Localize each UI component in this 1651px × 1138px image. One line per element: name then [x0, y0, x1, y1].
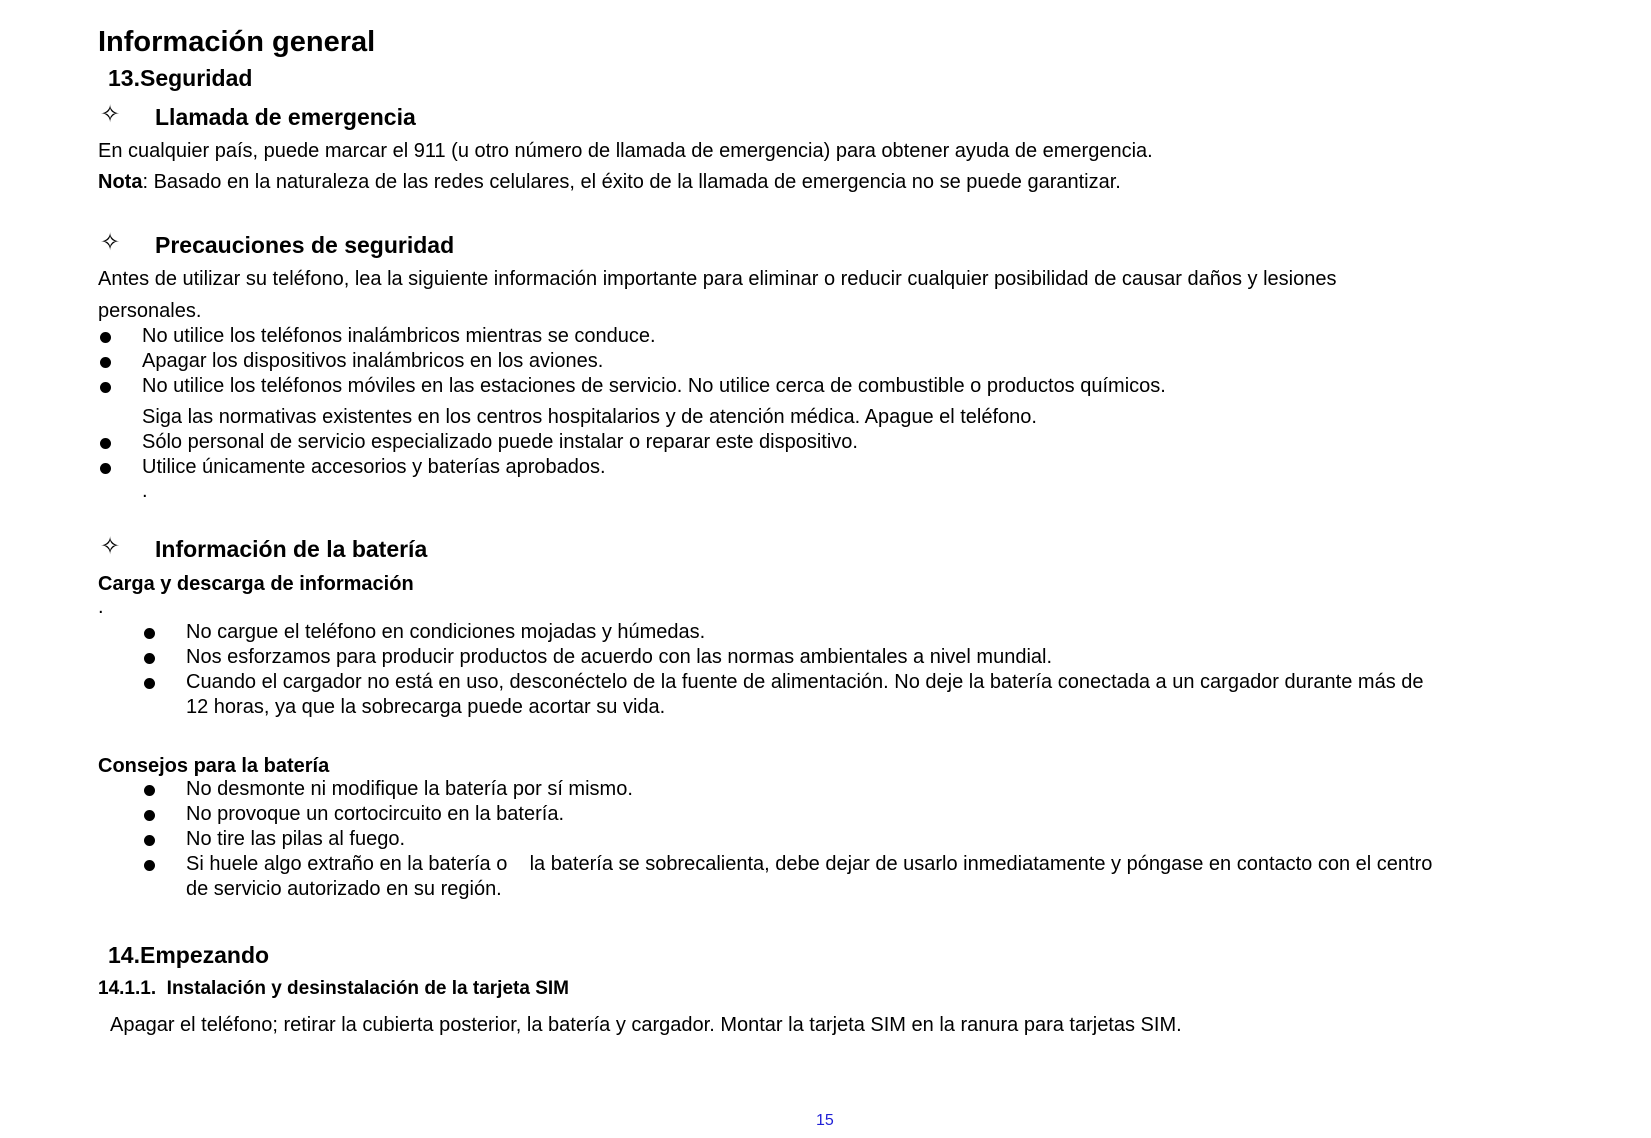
precautions-intro-line2: personales.	[98, 300, 202, 322]
emergency-text: En cualquier país, puede marcar el 911 (u otro número de llamada de emergencia) para obtener ayuda de emergencia.	[98, 140, 1153, 162]
four-point-star-icon: ✧	[100, 533, 121, 560]
list-item: Sólo personal de servicio especializado puede instalar o reparar este dispositivo.	[142, 431, 858, 453]
list-item: Nos esforzamos para producir productos de acuerdo con las normas ambientales a nivel mundial.	[186, 646, 1053, 668]
subsection-title: Instalación y desinstalación de la tarjeta SIM	[166, 978, 569, 999]
bullet-icon	[100, 357, 111, 368]
section-14-heading: 14.Empezando	[108, 942, 270, 968]
four-point-star-icon: ✧	[100, 101, 121, 128]
list-item: No utilice los teléfonos móviles en las estaciones de servicio. No utilice cerca de combustible o productos químicos.	[142, 375, 1166, 397]
list-item-continuation: 12 horas, ya que la sobrecarga puede acortar su vida.	[186, 696, 666, 718]
bullet-icon	[100, 438, 111, 449]
bullet-icon	[100, 382, 111, 393]
bullet-icon	[100, 463, 111, 474]
list-item-continuation: Siga las normativas existentes en los centros hospitalarios y de atención médica. Apague el teléfono.	[142, 406, 1037, 428]
subsection-number: 14.1.1.	[98, 978, 157, 999]
list-item: Apagar los dispositivos inalámbricos en los aviones.	[142, 350, 604, 372]
safety-precautions-heading: Precauciones de seguridad	[155, 232, 455, 258]
bullet-icon	[144, 810, 155, 821]
list-item: No provoque un cortocircuito en la batería.	[186, 803, 564, 825]
list-item: Si huele algo extraño en la batería o la batería se sobrecalienta, debe dejar de usarlo inmediatamente y póngase en contacto con el centro	[186, 853, 1433, 875]
charge-dot: .	[98, 596, 104, 618]
list-item: No tire las pilas al fuego.	[186, 828, 406, 850]
list-item-continuation: de servicio autorizado en su región.	[186, 878, 502, 900]
battery-info-heading: Información de la batería	[155, 536, 428, 562]
note-text: : Basado en la naturaleza de las redes celulares, el éxito de la llamada de emergencia no se puede garantizar.	[142, 171, 1121, 193]
list-item: Utilice únicamente accesorios y baterías aprobados.	[142, 456, 606, 478]
list-item-dot: .	[142, 480, 148, 502]
list-item: No utilice los teléfonos inalámbricos mientras se conduce.	[142, 325, 656, 347]
bullet-icon	[144, 678, 155, 689]
subsection-heading	[98, 978, 569, 1000]
emergency-note	[98, 171, 1121, 194]
charge-discharge-heading: Carga y descarga de información	[98, 573, 414, 595]
four-point-star-icon: ✧	[100, 229, 121, 256]
emergency-call-heading: Llamada de emergencia	[155, 104, 416, 130]
bullet-icon	[144, 628, 155, 639]
sim-install-text: Apagar el teléfono; retirar la cubierta posterior, la batería y cargador. Montar la tarjeta SIM en la ranura para tarjetas SIM.	[110, 1014, 1182, 1036]
list-item: No cargue el teléfono en condiciones mojadas y húmedas.	[186, 621, 706, 643]
bullet-icon	[144, 860, 155, 871]
page-number: 15	[816, 1112, 834, 1129]
note-label: Nota	[98, 171, 143, 193]
bullet-icon	[144, 653, 155, 664]
list-item: No desmonte ni modifique la batería por sí mismo.	[186, 778, 633, 800]
section-13-heading: 13.Seguridad	[108, 65, 253, 91]
bullet-icon	[144, 835, 155, 846]
battery-tips-heading: Consejos para la batería	[98, 755, 330, 777]
precautions-intro-line1: Antes de utilizar su teléfono, lea la siguiente información importante para eliminar o reducir cualquier posibilidad de causar daños y lesiones	[98, 268, 1337, 290]
bullet-icon	[144, 785, 155, 796]
list-item: Cuando el cargador no está en uso, desconéctelo de la fuente de alimentación. No deje la batería conectada a un cargador durante más de	[186, 671, 1424, 693]
page-title: Información general	[98, 26, 376, 58]
bullet-icon	[100, 332, 111, 343]
